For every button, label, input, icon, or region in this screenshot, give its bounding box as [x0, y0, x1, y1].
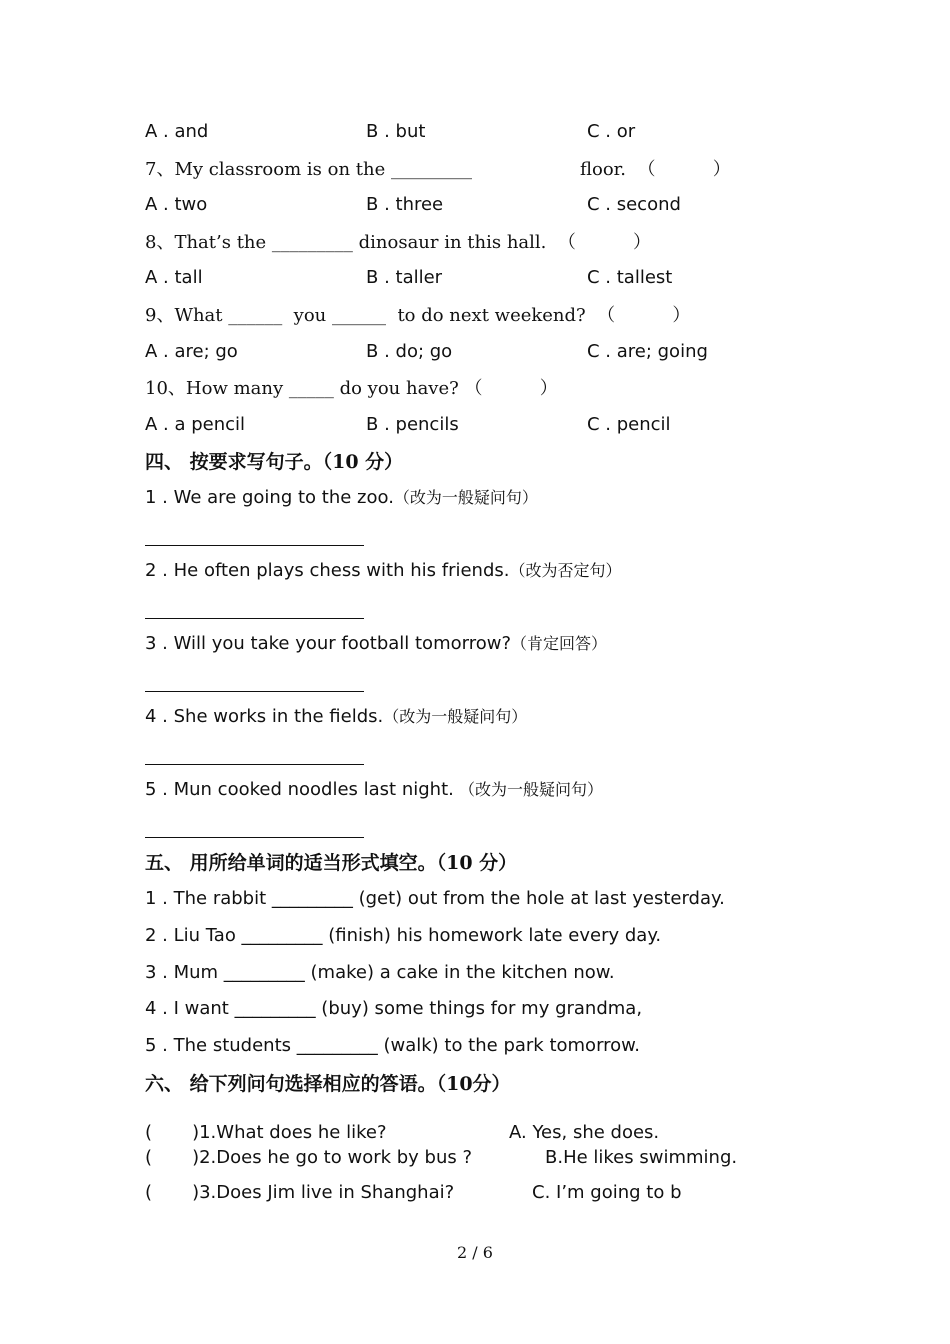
section6-answer: B.He likes swimming. [545, 1147, 738, 1168]
q7-option-a: A . two [145, 194, 208, 215]
section6-question: ( )3.Does Jim live in Shanghai? [145, 1182, 455, 1203]
item-text: 5 . Mun cooked noodles last night. [145, 779, 454, 800]
item-instruction: （改为否定句） [509, 561, 622, 580]
q6-option-b: B . but [366, 121, 426, 142]
section5-item: 5 . The students _________ (walk) to the park tomorrow. [145, 1035, 640, 1056]
q7-option-b: B . three [366, 194, 444, 215]
section6-question: ( )2.Does he go to work by bus ? [145, 1147, 473, 1168]
section4-item [145, 487, 538, 509]
item-text: 1 . We are going to the zoo. [145, 487, 394, 508]
section5-item: 3 . Mum _________ (make) a cake in the kitchen now. [145, 962, 615, 983]
section6-question: ( )1.What does he like? [145, 1122, 387, 1143]
q7-stem-tail: floor. （ ） [580, 159, 731, 180]
item-instruction: （改为一般疑问句） [383, 707, 528, 726]
q9-option-b: B . do; go [366, 341, 453, 362]
q9-stem: 9、What ______ you ______ to do next weekend? （ ） [145, 305, 691, 326]
section5-item: 2 . Liu Tao _________ (finish) his homework late every day. [145, 925, 662, 946]
answer-line [145, 545, 364, 546]
item-instruction: （肯定回答） [511, 634, 608, 653]
q9-option-c: C . are; going [587, 341, 708, 362]
section4-item [145, 633, 607, 655]
item-text: 4 . She works in the fields. [145, 706, 384, 727]
q10-option-b: B . pencils [366, 414, 459, 435]
section6-answer: A. Yes, she does. [509, 1122, 660, 1143]
q8-stem: 8、That’s the _________ dinosaur in this hall. （ ） [145, 232, 652, 253]
q7-stem: 7、My classroom is on the _________ [145, 159, 472, 180]
section5-item: 4 . I want _________ (buy) some things for my grandma, [145, 998, 643, 1019]
q6-option-c: C . or [587, 121, 636, 142]
section5-item: 1 . The rabbit _________ (get) out from the hole at last yesterday. [145, 888, 725, 909]
answer-line [145, 691, 364, 692]
q10-option-c: C . pencil [587, 414, 671, 435]
q8-option-b: B . taller [366, 267, 443, 288]
q10-option-a: A . a pencil [145, 414, 246, 435]
item-instruction: （改为一般疑问句） [393, 488, 538, 507]
section4-title: 四、 按要求写句子。（10 分） [145, 451, 404, 473]
section6-answer: C. I’m going to b [532, 1182, 682, 1203]
answer-line [145, 618, 364, 619]
q10-stem: 10、How many _____ do you have? （ ） [145, 378, 558, 399]
q8-option-a: A . tall [145, 267, 203, 288]
section4-item [145, 560, 622, 582]
section4-item [145, 779, 603, 801]
q6-option-a: A . and [145, 121, 209, 142]
answer-line [145, 764, 364, 765]
q9-option-a: A . are; go [145, 341, 238, 362]
item-text: 2 . He often plays chess with his friends. [145, 560, 510, 581]
q8-option-c: C . tallest [587, 267, 673, 288]
section6-title: 六、 给下列问句选择相应的答语。（10分） [145, 1073, 511, 1095]
item-text: 3 . Will you take your football tomorrow? [145, 633, 511, 654]
section4-item [145, 706, 527, 728]
q7-option-c: C . second [587, 194, 681, 215]
item-instruction: （改为一般疑问句） [453, 780, 603, 799]
page-number: 2 / 6 [457, 1243, 493, 1262]
section5-title: 五、 用所给单词的适当形式填空。（10 分） [145, 852, 518, 874]
answer-line [145, 837, 364, 838]
